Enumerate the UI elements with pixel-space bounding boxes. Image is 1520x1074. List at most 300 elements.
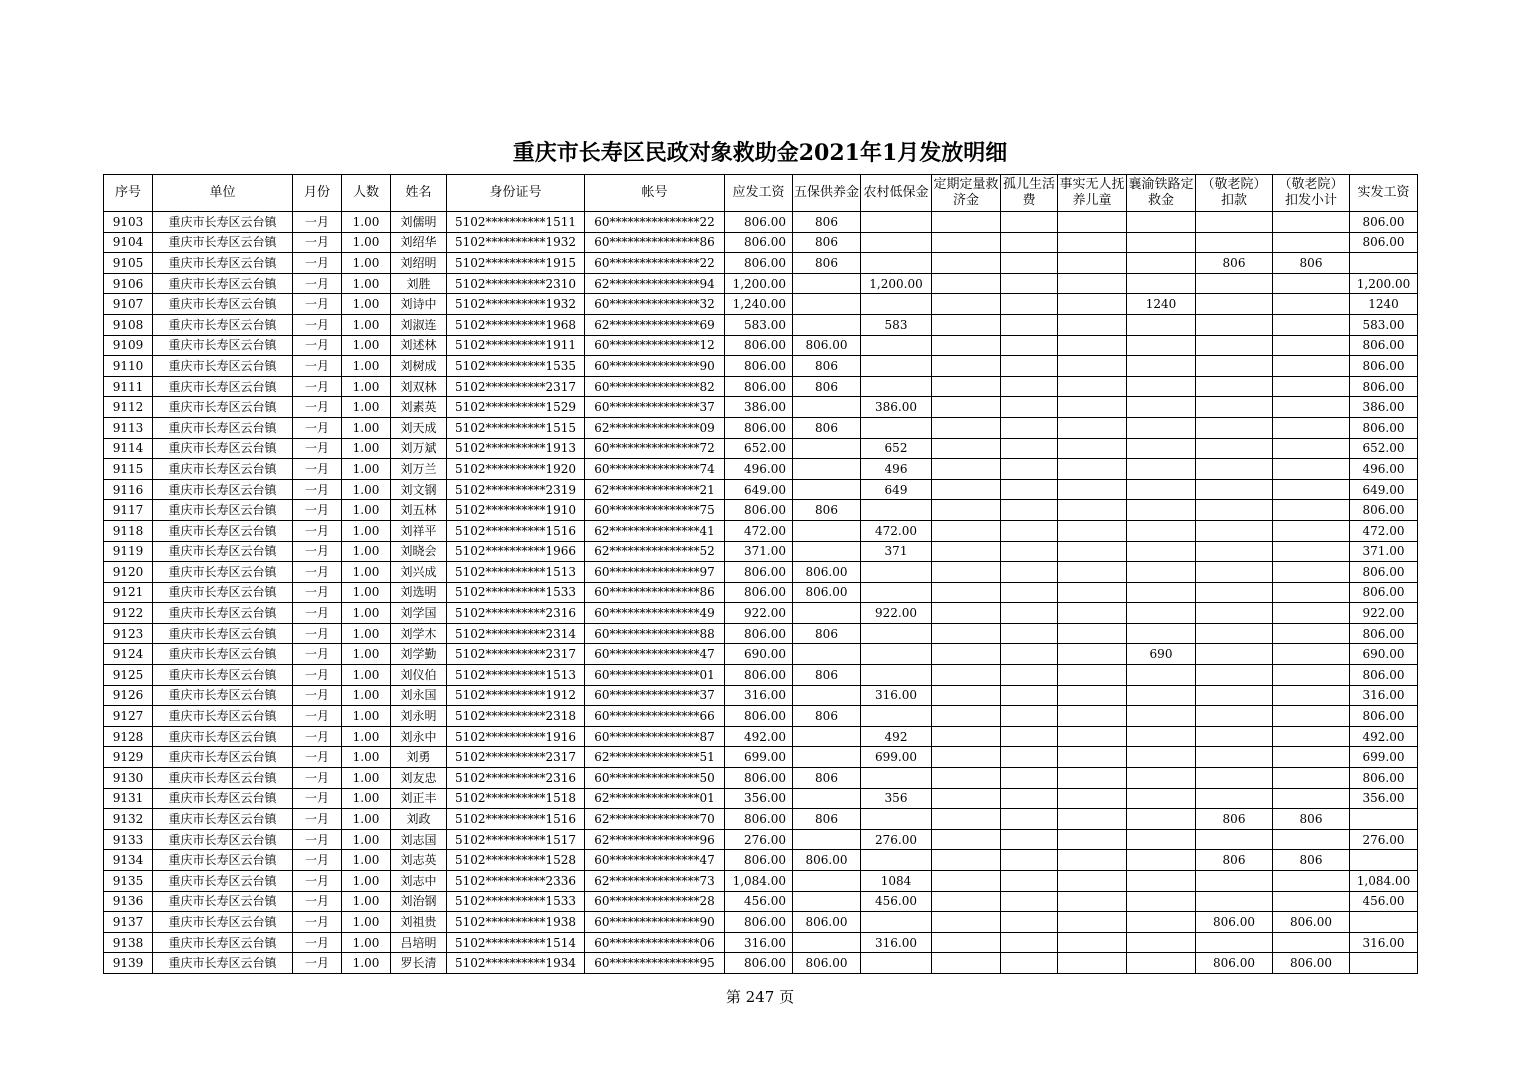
table-cell <box>1001 417 1058 438</box>
table-cell: 重庆市长寿区云台镇 <box>153 891 293 912</box>
table-cell: 62***************01 <box>585 788 725 809</box>
table-cell <box>1196 582 1273 603</box>
table-cell: 806.00 <box>1350 562 1418 583</box>
column-header: 单位 <box>153 175 293 212</box>
table-cell <box>932 850 1001 871</box>
table-cell <box>1127 212 1196 233</box>
table-cell: 1.00 <box>342 294 391 315</box>
table-cell <box>1273 665 1350 686</box>
table-cell: 一月 <box>293 273 342 294</box>
table-cell <box>1350 253 1418 274</box>
table-cell <box>1058 623 1127 644</box>
table-cell: 5102**********1916 <box>447 726 585 747</box>
table-cell: 922.00 <box>725 603 793 624</box>
table-cell <box>932 623 1001 644</box>
table-cell: 刘树成 <box>391 356 447 377</box>
table-cell <box>1196 479 1273 500</box>
table-cell: 重庆市长寿区云台镇 <box>153 541 293 562</box>
table-cell: 9110 <box>104 356 153 377</box>
table-cell: 5102**********2317 <box>447 644 585 665</box>
table-cell <box>932 829 1001 850</box>
table-cell: 一月 <box>293 603 342 624</box>
table-cell: 1084 <box>861 871 932 892</box>
table-cell <box>1196 747 1273 768</box>
table-cell: 806.00 <box>1350 417 1418 438</box>
table-cell: 5102**********2318 <box>447 706 585 727</box>
table-cell <box>1058 912 1127 933</box>
table-cell: 60***************12 <box>585 335 725 356</box>
table-cell <box>1127 582 1196 603</box>
table-cell <box>861 356 932 377</box>
table-cell: 806 <box>793 706 861 727</box>
table-cell: 5102**********1516 <box>447 809 585 830</box>
table-cell: 5102**********1966 <box>447 541 585 562</box>
table-cell <box>793 603 861 624</box>
table-cell <box>1001 541 1058 562</box>
table-cell: 922.00 <box>861 603 932 624</box>
table-cell: 60***************75 <box>585 500 725 521</box>
table-cell <box>1273 891 1350 912</box>
table-cell: 刘志国 <box>391 829 447 850</box>
table-cell: 5102**********1535 <box>447 356 585 377</box>
table-cell <box>1001 685 1058 706</box>
column-header: 姓名 <box>391 175 447 212</box>
table-cell <box>1058 562 1127 583</box>
table-cell: 652 <box>861 438 932 459</box>
table-cell: 806.00 <box>725 706 793 727</box>
table-cell: 9103 <box>104 212 153 233</box>
table-cell <box>1058 479 1127 500</box>
table-cell: 1.00 <box>342 582 391 603</box>
table-cell: 60***************50 <box>585 768 725 789</box>
table-cell <box>1273 520 1350 541</box>
table-cell: 806.00 <box>725 500 793 521</box>
table-cell <box>1058 747 1127 768</box>
table-cell: 583 <box>861 314 932 335</box>
table-cell <box>932 582 1001 603</box>
table-cell: 刘绍华 <box>391 232 447 253</box>
table-cell: 一月 <box>293 850 342 871</box>
table-cell: 60***************49 <box>585 603 725 624</box>
table-cell: 1.00 <box>342 706 391 727</box>
table-cell <box>793 829 861 850</box>
table-cell: 重庆市长寿区云台镇 <box>153 294 293 315</box>
table-cell: 9122 <box>104 603 153 624</box>
table-cell <box>1127 706 1196 727</box>
table-cell: 1.00 <box>342 438 391 459</box>
table-cell <box>1273 562 1350 583</box>
table-cell <box>793 788 861 809</box>
table-row <box>104 356 1418 377</box>
table-cell: 1.00 <box>342 747 391 768</box>
table-cell <box>861 582 932 603</box>
table-cell: 刘五林 <box>391 500 447 521</box>
table-cell: 1.00 <box>342 232 391 253</box>
table-cell <box>1058 253 1127 274</box>
table-cell: 1.00 <box>342 376 391 397</box>
table-cell: 刘天成 <box>391 417 447 438</box>
table-cell <box>932 356 1001 377</box>
table-cell: 9117 <box>104 500 153 521</box>
table-cell: 5102**********1932 <box>447 294 585 315</box>
table-cell <box>1001 562 1058 583</box>
table-cell <box>1127 603 1196 624</box>
table-cell: 刘胜 <box>391 273 447 294</box>
table-cell: 9118 <box>104 520 153 541</box>
table-cell <box>861 768 932 789</box>
table-cell <box>793 438 861 459</box>
table-cell: 9111 <box>104 376 153 397</box>
table-cell <box>1058 232 1127 253</box>
table-cell: 492 <box>861 726 932 747</box>
table-cell: 重庆市长寿区云台镇 <box>153 850 293 871</box>
table-cell: 1240 <box>1350 294 1418 315</box>
table-cell: 806.00 <box>1196 912 1273 933</box>
table-cell <box>1127 479 1196 500</box>
table-cell: 重庆市长寿区云台镇 <box>153 912 293 933</box>
table-cell: 一月 <box>293 335 342 356</box>
table-cell <box>793 932 861 953</box>
table-cell: 9108 <box>104 314 153 335</box>
table-cell: 9105 <box>104 253 153 274</box>
table-cell: 62***************52 <box>585 541 725 562</box>
table-cell: 649 <box>861 479 932 500</box>
table-cell: 刘万斌 <box>391 438 447 459</box>
table-cell: 重庆市长寿区云台镇 <box>153 479 293 500</box>
table-cell: 806.00 <box>1350 582 1418 603</box>
table-cell: 806 <box>793 623 861 644</box>
table-cell: 1.00 <box>342 623 391 644</box>
table-cell <box>1273 768 1350 789</box>
table-cell: 一月 <box>293 212 342 233</box>
table-cell: 9119 <box>104 541 153 562</box>
table-cell: 刘诗中 <box>391 294 447 315</box>
table-cell <box>1127 850 1196 871</box>
table-cell <box>1273 871 1350 892</box>
table-cell: 刘学国 <box>391 603 447 624</box>
table-row <box>104 685 1418 706</box>
table-cell <box>793 273 861 294</box>
table-cell <box>1058 376 1127 397</box>
table-cell: 386.00 <box>1350 397 1418 418</box>
table-cell <box>1350 850 1418 871</box>
table-cell: 9121 <box>104 582 153 603</box>
table-cell: 一月 <box>293 726 342 747</box>
table-cell: 5102**********1915 <box>447 253 585 274</box>
table-cell: 5102**********1515 <box>447 417 585 438</box>
table-row <box>104 562 1418 583</box>
table-cell: 806.00 <box>1350 768 1418 789</box>
table-cell: 1.00 <box>342 665 391 686</box>
table-cell: 重庆市长寿区云台镇 <box>153 500 293 521</box>
table-cell: 重庆市长寿区云台镇 <box>153 953 293 974</box>
table-row <box>104 541 1418 562</box>
table-cell <box>1196 644 1273 665</box>
table-cell <box>1273 356 1350 377</box>
table-cell: 一月 <box>293 417 342 438</box>
table-cell: 806.00 <box>725 562 793 583</box>
table-cell: 699.00 <box>725 747 793 768</box>
table-cell: 5102**********1529 <box>447 397 585 418</box>
table-cell <box>1001 500 1058 521</box>
table-cell <box>1058 603 1127 624</box>
table-cell: 刘述林 <box>391 335 447 356</box>
table-cell <box>1001 891 1058 912</box>
table-row <box>104 253 1418 274</box>
table-cell <box>1127 829 1196 850</box>
table-cell <box>1273 582 1350 603</box>
table-cell: 806.00 <box>1350 706 1418 727</box>
column-header: 定期定量救济金 <box>932 175 1001 212</box>
table-cell: 1.00 <box>342 788 391 809</box>
table-cell: 806.00 <box>725 953 793 974</box>
table-cell <box>932 788 1001 809</box>
table-body <box>104 212 1418 974</box>
table-row <box>104 500 1418 521</box>
table-cell <box>1350 809 1418 830</box>
table-row <box>104 644 1418 665</box>
table-cell: 1.00 <box>342 520 391 541</box>
table-cell <box>1058 726 1127 747</box>
table-cell <box>1058 273 1127 294</box>
table-cell <box>932 376 1001 397</box>
table-cell <box>932 294 1001 315</box>
table-cell <box>1001 623 1058 644</box>
table-cell <box>1273 438 1350 459</box>
table-cell: 一月 <box>293 232 342 253</box>
table-cell <box>1350 912 1418 933</box>
table-cell <box>1127 376 1196 397</box>
table-cell: 62***************09 <box>585 417 725 438</box>
table-cell: 1.00 <box>342 768 391 789</box>
table-cell: 806.00 <box>1273 912 1350 933</box>
table-row <box>104 706 1418 727</box>
table-cell <box>1273 603 1350 624</box>
table-cell: 1240 <box>1127 294 1196 315</box>
table-cell <box>1127 397 1196 418</box>
table-cell <box>1273 706 1350 727</box>
table-cell: 806 <box>793 376 861 397</box>
table-cell: 1.00 <box>342 273 391 294</box>
table-cell: 刘志英 <box>391 850 447 871</box>
table-cell: 5102**********2319 <box>447 479 585 500</box>
table-cell <box>932 809 1001 830</box>
table-cell <box>1127 500 1196 521</box>
table-cell <box>1127 953 1196 974</box>
table-cell <box>1127 520 1196 541</box>
table-cell <box>861 912 932 933</box>
table-cell: 刘永明 <box>391 706 447 727</box>
table-cell <box>1058 891 1127 912</box>
table-cell <box>1273 212 1350 233</box>
table-cell <box>1058 685 1127 706</box>
table-cell: 刘治钢 <box>391 891 447 912</box>
table-cell: 60***************90 <box>585 912 725 933</box>
table-cell: 9139 <box>104 953 153 974</box>
table-cell <box>1058 294 1127 315</box>
table-cell: 806.00 <box>725 809 793 830</box>
table-cell: 1.00 <box>342 850 391 871</box>
table-cell: 一月 <box>293 356 342 377</box>
table-row <box>104 212 1418 233</box>
table-row <box>104 459 1418 480</box>
table-cell <box>932 500 1001 521</box>
table-cell <box>1058 850 1127 871</box>
table-cell <box>1001 397 1058 418</box>
table-cell <box>1127 768 1196 789</box>
table-cell <box>1273 685 1350 706</box>
table-cell <box>932 603 1001 624</box>
table-cell: 806.00 <box>1350 500 1418 521</box>
table-cell <box>793 747 861 768</box>
table-cell: 1.00 <box>342 726 391 747</box>
table-cell: 371 <box>861 541 932 562</box>
table-cell <box>1127 932 1196 953</box>
table-cell: 806 <box>793 665 861 686</box>
table-cell <box>793 520 861 541</box>
table-cell <box>1196 273 1273 294</box>
column-header: 人数 <box>342 175 391 212</box>
table-row <box>104 273 1418 294</box>
table-cell: 9107 <box>104 294 153 315</box>
table-cell <box>1273 335 1350 356</box>
table-cell: 60***************06 <box>585 932 725 953</box>
table-cell <box>861 335 932 356</box>
table-cell <box>1127 253 1196 274</box>
table-cell <box>1001 232 1058 253</box>
table-cell <box>793 459 861 480</box>
table-cell <box>1127 685 1196 706</box>
table-cell <box>1196 232 1273 253</box>
table-cell: 1.00 <box>342 829 391 850</box>
table-cell <box>932 726 1001 747</box>
table-cell <box>932 232 1001 253</box>
table-cell: 806 <box>793 253 861 274</box>
table-cell: 5102**********1932 <box>447 232 585 253</box>
table-cell: 60***************95 <box>585 953 725 974</box>
table-cell <box>1273 541 1350 562</box>
table-cell: 刘淑连 <box>391 314 447 335</box>
table-cell: 重庆市长寿区云台镇 <box>153 623 293 644</box>
table-cell: 5102**********1513 <box>447 562 585 583</box>
table-cell: 1.00 <box>342 541 391 562</box>
table-cell: 9114 <box>104 438 153 459</box>
table-cell: 5102**********2317 <box>447 747 585 768</box>
table-cell: 806 <box>793 809 861 830</box>
table-cell: 60***************32 <box>585 294 725 315</box>
table-cell <box>1001 871 1058 892</box>
table-cell <box>1196 438 1273 459</box>
table-cell: 5102**********2314 <box>447 623 585 644</box>
table-cell <box>1001 809 1058 830</box>
table-cell: 806 <box>1196 850 1273 871</box>
table-cell: 一月 <box>293 314 342 335</box>
table-cell <box>1058 397 1127 418</box>
table-cell: 652.00 <box>725 438 793 459</box>
table-cell <box>1196 520 1273 541</box>
table-cell: 9116 <box>104 479 153 500</box>
table-cell: 一月 <box>293 891 342 912</box>
table-cell: 一月 <box>293 541 342 562</box>
table-cell: 5102**********1934 <box>447 953 585 974</box>
column-header: 农村低保金 <box>861 175 932 212</box>
table-cell <box>861 500 932 521</box>
table-cell: 重庆市长寿区云台镇 <box>153 809 293 830</box>
table-cell <box>932 953 1001 974</box>
table-cell: 1.00 <box>342 253 391 274</box>
table-cell: 806.00 <box>1350 376 1418 397</box>
table-cell: 9136 <box>104 891 153 912</box>
table-cell <box>1001 603 1058 624</box>
table-cell: 9120 <box>104 562 153 583</box>
table-cell <box>1196 314 1273 335</box>
table-cell: 一月 <box>293 520 342 541</box>
table-cell <box>1196 417 1273 438</box>
table-cell: 60***************97 <box>585 562 725 583</box>
table-cell <box>861 294 932 315</box>
table-cell <box>1001 912 1058 933</box>
table-cell <box>793 891 861 912</box>
table-cell: 刘志中 <box>391 871 447 892</box>
table-cell: 806.00 <box>793 582 861 603</box>
table-cell <box>1273 232 1350 253</box>
column-header: 月份 <box>293 175 342 212</box>
table-cell: 371.00 <box>1350 541 1418 562</box>
table-cell <box>1001 335 1058 356</box>
table-cell: 806.00 <box>1350 335 1418 356</box>
relief-payment-table <box>103 174 1418 974</box>
table-cell: 356 <box>861 788 932 809</box>
table-cell: 1.00 <box>342 500 391 521</box>
table-cell: 9112 <box>104 397 153 418</box>
table-cell <box>1196 562 1273 583</box>
table-cell: 806.00 <box>725 912 793 933</box>
table-cell <box>1273 314 1350 335</box>
table-cell: 652.00 <box>1350 438 1418 459</box>
table-cell: 一月 <box>293 768 342 789</box>
table-cell <box>861 562 932 583</box>
table-cell: 9134 <box>104 850 153 871</box>
table-cell: 一月 <box>293 871 342 892</box>
table-cell: 一月 <box>293 809 342 830</box>
table-cell: 刘晓会 <box>391 541 447 562</box>
table-cell: 刘祖贵 <box>391 912 447 933</box>
table-cell: 386.00 <box>861 397 932 418</box>
table-cell <box>861 850 932 871</box>
table-cell: 356.00 <box>725 788 793 809</box>
table-row <box>104 747 1418 768</box>
table-cell <box>1001 788 1058 809</box>
table-cell: 刘友忠 <box>391 768 447 789</box>
table-cell <box>1196 685 1273 706</box>
table-cell: 刘永国 <box>391 685 447 706</box>
table-cell: 一月 <box>293 788 342 809</box>
table-cell <box>1127 726 1196 747</box>
table-cell: 806.00 <box>1350 356 1418 377</box>
table-cell <box>932 541 1001 562</box>
table-cell <box>1001 356 1058 377</box>
table-cell: 60***************74 <box>585 459 725 480</box>
table-cell: 一月 <box>293 397 342 418</box>
table-cell: 一月 <box>293 644 342 665</box>
table-cell <box>861 417 932 438</box>
table-cell <box>1127 541 1196 562</box>
table-cell <box>1196 665 1273 686</box>
table-cell <box>932 747 1001 768</box>
table-cell <box>1001 932 1058 953</box>
table-cell: 62***************21 <box>585 479 725 500</box>
table-row <box>104 768 1418 789</box>
